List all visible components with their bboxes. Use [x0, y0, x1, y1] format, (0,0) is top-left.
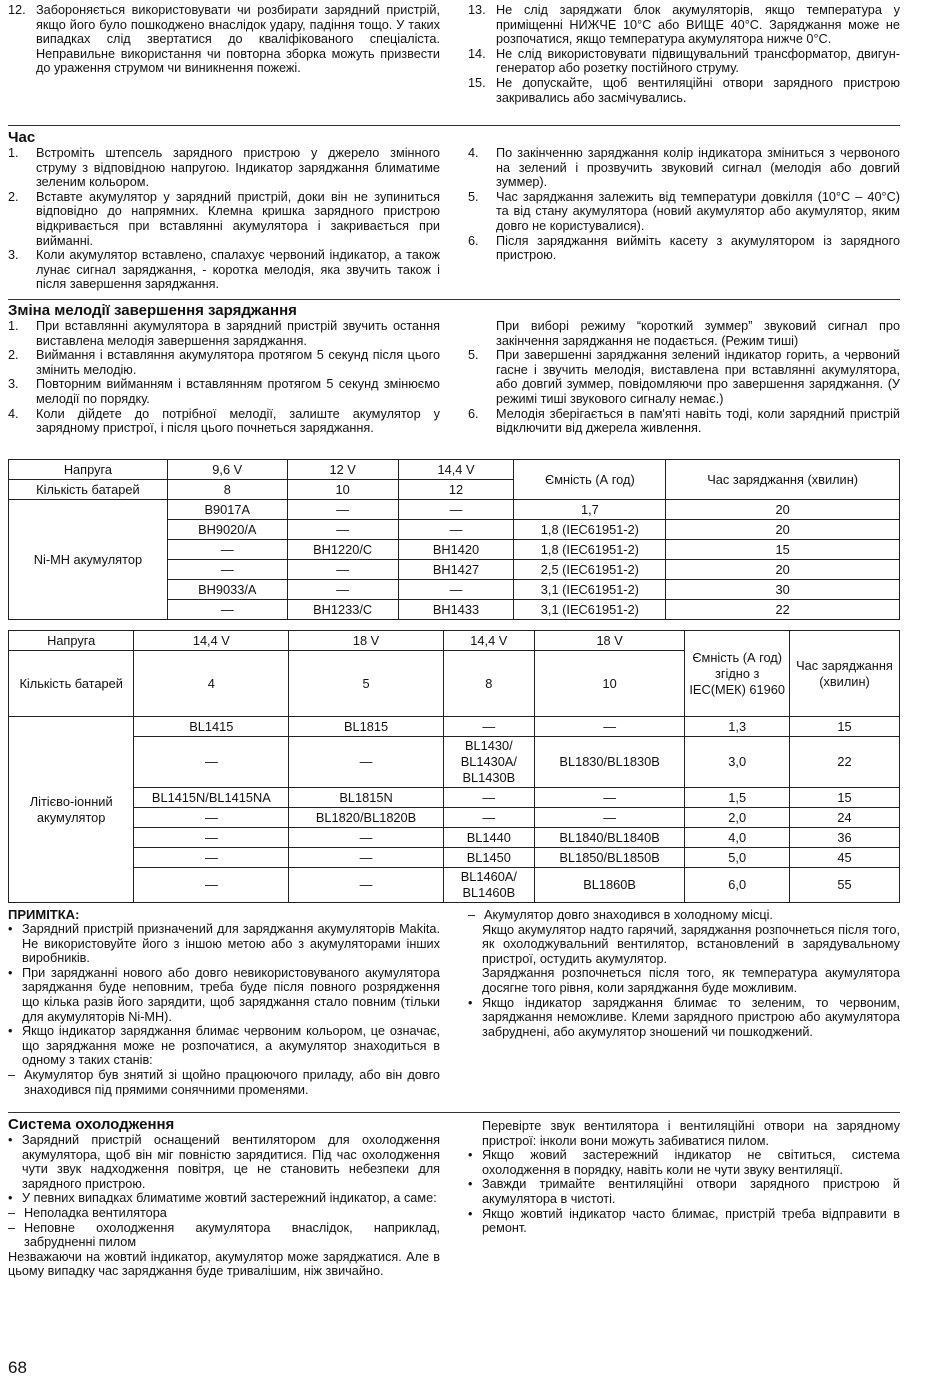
safety-items — [8, 3, 900, 125]
table-cell: — — [287, 580, 398, 600]
header-cell: 14,4 V — [134, 631, 289, 651]
item-number: 12. — [8, 3, 26, 17]
table-cell: — — [134, 737, 289, 788]
item-number: 1. — [8, 146, 19, 160]
list-item — [468, 234, 900, 263]
bullet-marker: • — [468, 1177, 473, 1192]
bullet-text: Якщо індикатор заряджання блимає то зеленим, то червоним, заряджання неможливе. Клеми зарядного пристрою або акумулятора забруднені, або акумулятор зношений чи пошкоджений. — [482, 995, 900, 1039]
cooling-section — [8, 1119, 900, 1279]
item-text: Повторним вийманням і вставлянням протягом 5 секунд змінюємо мелодії по порядку. — [36, 377, 440, 406]
table-cell: — — [134, 808, 289, 828]
list-item — [468, 146, 900, 190]
table-cell: 1,8 (IEC61951-2) — [514, 520, 666, 540]
bullet-item — [8, 1068, 440, 1097]
nimh-table — [8, 459, 900, 620]
item-number: 4. — [468, 146, 479, 160]
divider — [8, 1112, 900, 1113]
bullet-item — [468, 1177, 900, 1206]
table-cell: B9017A — [167, 500, 287, 520]
list-item — [468, 47, 900, 76]
table-row — [9, 868, 900, 903]
header-cell: 10 — [287, 480, 398, 500]
item-text: При вставлянні акумулятора в зарядний пристрій звучить остання виставлена мелодія завершення заряджання. — [36, 319, 440, 348]
header-cell: 14,4 V — [398, 460, 514, 480]
bullet-item — [468, 1207, 900, 1236]
table-cell: — — [289, 828, 443, 848]
safety-left-list — [8, 3, 440, 125]
dash-marker: – — [8, 1220, 16, 1235]
item-text: При виборі режиму “короткий зуммер” звуковий сигнал про закінчення заряджання не подається. (Режим тиші) — [496, 319, 900, 348]
table-header-row — [9, 460, 900, 480]
table-cell: BL1840/BL1840B — [534, 828, 685, 848]
table-row — [9, 808, 900, 828]
item-text: Встроміть штепсель зарядного пристрою у джерело змінного струму з відповідною напругою. Індикатор заряджання блиматиме зеленим кольором. — [36, 146, 440, 190]
item-number: 2. — [8, 348, 19, 363]
table-cell: 3,1 (IEC61951-2) — [514, 580, 666, 600]
table-cell: — — [534, 717, 685, 737]
bullet-text: Якщо акумулятор надто гарячий, заряджання розпочнеться після того, як охолоджувальний вентилятор, встановлений в зарядувальному пристрої, остудить акумулятор. — [482, 922, 900, 966]
group-cell: Ni-MH акумулятор — [9, 500, 168, 620]
header-cell: Напруга — [9, 460, 168, 480]
item-number: 3. — [8, 377, 19, 392]
table-cell: — — [167, 600, 287, 620]
table-cell: — — [289, 848, 443, 868]
bullet-item — [468, 966, 900, 995]
dash-marker: – — [8, 1205, 16, 1220]
item-text: Мелодія зберігається в пам'яті навіть тоді, коли зарядний пристрій відключити від джерела живлення. — [496, 406, 900, 436]
table-cell: 1,8 (IEC61951-2) — [514, 540, 666, 560]
bullet-text: Перевірте звук вентилятора і вентиляційні отвори на зарядному пристрої: інколи вони можуть забиватися пилом. — [482, 1119, 900, 1148]
table-cell: 22 — [666, 600, 900, 620]
melody-right-list — [468, 319, 900, 459]
table-cell: — — [287, 520, 398, 540]
header-cell: 8 — [443, 651, 534, 717]
bullet-text: Акумулятор був знятий зі щойно працюючого приладу, або він довго знаходився під прямими сонячними променями. — [24, 1067, 440, 1097]
table-cell: BH9020/A — [167, 520, 287, 540]
bullet-text: Якщо жовтий індикатор часто блимає, пристрій треба відправити в ремонт. — [482, 1206, 900, 1236]
safety-right-list — [468, 3, 900, 125]
group-cell: Літієво-іонний акумулятор — [9, 717, 134, 903]
melody-left-list — [8, 319, 440, 459]
table-header-row — [9, 631, 900, 651]
header-cell: 12 — [398, 480, 514, 500]
dash-marker: – — [468, 908, 476, 922]
header-cell: 14,4 V — [443, 631, 534, 651]
table-cell: BL1450 — [443, 848, 534, 868]
item-number: 13. — [468, 3, 486, 17]
list-item — [8, 190, 440, 248]
table-cell: BH1427 — [398, 560, 514, 580]
item-text: Не допускайте, щоб вентиляційні отвори зарядного пристрою закривались або засмічувались. — [496, 75, 900, 105]
table-cell: 3,1 (IEC61951-2) — [514, 600, 666, 620]
table-cell: 55 — [790, 868, 900, 903]
page-number: 68 — [8, 1358, 27, 1377]
list-item — [8, 377, 440, 406]
table-row — [9, 828, 900, 848]
table-cell: 22 — [790, 737, 900, 788]
table-cell: — — [534, 788, 685, 808]
item-number: 2. — [8, 189, 19, 204]
header-cell: 9,6 V — [167, 460, 287, 480]
bullet-marker: • — [468, 1206, 473, 1221]
note-left-list — [8, 922, 440, 1112]
bullet-item — [8, 1024, 440, 1068]
table-cell: — — [134, 848, 289, 868]
section-title-chas: Час — [8, 129, 36, 146]
list-item — [468, 190, 900, 234]
table-cell: 1,5 — [685, 788, 790, 808]
note-title: ПРИМІТКА: — [8, 907, 80, 922]
table-row — [9, 500, 900, 520]
table-cell: BH9033/A — [167, 580, 287, 600]
chas-section — [8, 146, 900, 299]
table-cell: BL1830/BL1830B — [534, 737, 685, 788]
table-cell: 15 — [790, 717, 900, 737]
header-cell: Кількість батарей — [9, 651, 134, 717]
table-cell: 5,0 — [685, 848, 790, 868]
bullet-text: Якщо індикатор заряджання блимає червоним кольором, це означає, що заряджання може не розпочатися, а акумулятор знаходиться в одному з таких станів: — [22, 1024, 440, 1068]
bullet-text: Акумулятор довго знаходився в холодному місці. — [484, 908, 773, 922]
table-cell: — — [287, 560, 398, 580]
bullet-item — [8, 1191, 440, 1206]
cooling-right-list — [468, 1119, 900, 1279]
table-cell: 36 — [790, 828, 900, 848]
bullet-marker: • — [8, 1191, 13, 1206]
item-number: 1. — [8, 319, 19, 333]
item-text: Коли дійдете до потрібної мелодії, залиште акумулятор у зарядному пристрої, і після цього почнеться заряджання. — [36, 406, 440, 436]
list-item — [468, 407, 900, 436]
table-cell: — — [398, 580, 514, 600]
table-cell: 1,3 — [685, 717, 790, 737]
bullet-item — [468, 1148, 900, 1177]
header-cell: 18 V — [534, 631, 685, 651]
bullet-item — [468, 908, 900, 923]
bullet-text: Якщо жовий застережний індикатор не світиться, система охолодження в порядку, навіть коли не чути звуку вентиляції. — [482, 1148, 900, 1177]
bullet-text: Заряджання розпочнеться після того, як температура акумулятора досягне того рівня, коли заряджання буде можливим. — [482, 966, 900, 995]
bullet-text: Неполадка вентилятора — [24, 1205, 167, 1220]
bullet-marker: • — [468, 995, 473, 1010]
bullet-item — [468, 923, 900, 967]
table-cell: 24 — [790, 808, 900, 828]
table-cell: 45 — [790, 848, 900, 868]
table-cell: 30 — [666, 580, 900, 600]
cooling-left-list — [8, 1133, 440, 1279]
table-cell: 15 — [666, 540, 900, 560]
header-cell: Час заряджання (хвилин) — [790, 631, 900, 717]
table-cell: — — [134, 868, 289, 903]
item-number: 5. — [468, 348, 479, 363]
section-title-cooling: Система охолодження — [8, 1116, 175, 1133]
table-row — [9, 788, 900, 808]
bullet-item — [8, 922, 440, 966]
liion-table — [8, 630, 900, 903]
table-cell: BL1850/BL1850B — [534, 848, 685, 868]
header-cell: 4 — [134, 651, 289, 717]
table-cell: — — [289, 868, 443, 903]
table-cell: — — [134, 828, 289, 848]
table-cell: 20 — [666, 500, 900, 520]
bullet-text: Незважаючи на жовтий індикатор, акумулятор може заряджатися. Але в цьому випадку час заряджання буде тривалішим, ніж звичайно. — [8, 1249, 440, 1279]
table-cell: 2,0 — [685, 808, 790, 828]
item-text: Після заряджання вийміть касету з акумулятором із зарядного пристрою. — [496, 233, 900, 263]
bullet-text: У певних випадках блиматиме жовтий застережний індикатор, а саме: — [22, 1191, 437, 1206]
item-number: 14. — [468, 46, 486, 61]
list-item — [8, 3, 440, 76]
table-cell: — — [443, 788, 534, 808]
table-row — [9, 848, 900, 868]
section-title-melody: Зміна мелодії завершення заряджання — [8, 302, 297, 319]
header-cell: 18 V — [289, 631, 443, 651]
list-item — [8, 407, 440, 436]
item-number: 6. — [468, 233, 479, 248]
table-cell: BL1415 — [134, 717, 289, 737]
bullet-item — [8, 966, 440, 1024]
bullet-marker: • — [8, 1024, 13, 1039]
table-cell: BL1430/ BL1430A/ BL1430B — [443, 737, 534, 788]
table-cell: BL1820/BL1820B — [289, 808, 443, 828]
table-cell: — — [443, 808, 534, 828]
table-cell: BH1220/C — [287, 540, 398, 560]
table-cell: 20 — [666, 520, 900, 540]
list-item — [468, 76, 900, 105]
bullet-text: Неповне охолодження акумулятора внаслідок, наприклад, забрудненні пилом — [24, 1220, 440, 1250]
bullet-item — [8, 1133, 440, 1191]
table-cell: 2,5 (IEC61951-2) — [514, 560, 666, 580]
item-text: При завершенні заряджання зелений індикатор горить, а червоний гасне і звучить мелодія, виставлена при вставлянні акумулятора, або довгий зуммер, повідомляючи про завершення заряджання. (У режимі тиші звукового сигналу немає.) — [496, 348, 900, 406]
table-row — [9, 737, 900, 788]
table-cell: 4,0 — [685, 828, 790, 848]
item-number: 15. — [468, 75, 486, 90]
header-cell: 10 — [534, 651, 685, 717]
table-cell: BL1460A/ BL1460B — [443, 868, 534, 903]
table-cell: BL1815N — [289, 788, 443, 808]
item-text: Коли акумулятор вставлено, спалахує червоний індикатор, а також лунає сигнал заряджання, - коротка мелодія, яка звучить також і після завершення заряджання. — [36, 248, 440, 292]
bullet-marker: • — [468, 1148, 473, 1163]
table-cell: BH1420 — [398, 540, 514, 560]
header-cell: Кількість батарей — [9, 480, 168, 500]
bullet-marker: • — [8, 1133, 13, 1147]
table-cell: BH1433 — [398, 600, 514, 620]
table-cell: BL1440 — [443, 828, 534, 848]
bullet-text: Зарядний пристрій призначений для заряджання акумуляторів Makita. Не використовуйте його з іншою метою або з акумуляторами інших виробників. — [22, 922, 440, 966]
item-text: Забороняється використовувати чи розбирати зарядний пристрій, якщо його було пошкоджено внаслідок удару, падіння тощо. У таких випадках слід звертатися до кваліфікованого спеціаліста. Неправильне використання чи повторна зборка можуть призвести до ураження струмом чи виникнення пожежі. — [36, 3, 440, 76]
table-cell: — — [289, 737, 443, 788]
header-cell: Час заряджання (хвилин) — [666, 460, 900, 500]
bullet-item — [468, 996, 900, 1040]
item-text: Виймання і вставляння акумулятора протягом 5 секунд після цього змінить мелодію. — [36, 348, 440, 377]
list-item — [468, 348, 900, 406]
header-cell: 12 V — [287, 460, 398, 480]
bullet-marker: • — [8, 922, 13, 936]
table-cell: — — [398, 520, 514, 540]
list-item — [8, 248, 440, 292]
table-row — [9, 717, 900, 737]
bullet-item — [8, 1206, 440, 1221]
list-item — [8, 319, 440, 348]
divider — [8, 125, 900, 126]
table-cell: 20 — [666, 560, 900, 580]
dash-marker: – — [8, 1067, 16, 1082]
table-cell: — — [443, 717, 534, 737]
header-cell: Ємність (А год) — [514, 460, 666, 500]
bullet-item — [8, 1250, 440, 1279]
bullet-item — [468, 1119, 900, 1148]
header-cell: 8 — [167, 480, 287, 500]
table-cell: — — [287, 500, 398, 520]
table-cell: — — [167, 560, 287, 580]
item-text: По закінченню заряджання колір індикатора зміниться з червоного на зелений і прозвучить звуковий сигнал (мелодія або довгий зуммер). — [496, 146, 900, 190]
table-cell: — — [398, 500, 514, 520]
item-number: 5. — [468, 189, 479, 204]
table-cell: 15 — [790, 788, 900, 808]
melody-section — [8, 319, 900, 459]
item-text: Час заряджання залежить від температури довкілля (10°C – 40°C) та від стану акумулятора (новий акумулятор або акумулятор, яким довго не користувалися). — [496, 189, 900, 233]
bullet-text: Завжди тримайте вентиляційні отвори зарядного пристрою й акумулятора в чистоті. — [482, 1177, 900, 1206]
table-cell: 1,7 — [514, 500, 666, 520]
table-cell: 6,0 — [685, 868, 790, 903]
table-cell: BH1233/C — [287, 600, 398, 620]
item-number: 6. — [468, 406, 479, 421]
bullet-text: Зарядний пристрій оснащений вентилятором для охолодження акумулятора, щоб він міг повністю зарядитися. Під час охолодження чути звук надходження повітря, це не становить небезпеки для зарядного пристрою. — [22, 1133, 440, 1191]
list-item — [8, 146, 440, 190]
table-cell: — — [534, 808, 685, 828]
table-cell: BL1815 — [289, 717, 443, 737]
table-cell: BL1860B — [534, 868, 685, 903]
chas-left-list — [8, 146, 440, 299]
item-text: Не слід використовувати підвищувальний трансформатор, двигун-генератор або розетку постійного струму. — [496, 46, 900, 76]
header-cell: Ємність (А год) згідно з IEC(МЕК) 61960 — [685, 631, 790, 717]
manual-page — [8, 3, 900, 1279]
list-item — [468, 3, 900, 47]
header-cell: 5 — [289, 651, 443, 717]
item-number: 4. — [8, 406, 19, 421]
item-text: Вставте акумулятор у зарядний пристрій, доки він не зупиниться відповідно до напрямних. Клемна кришка зарядного пристрою відкривається при вставлянні акумулятора і закривається при вийманні. — [36, 189, 440, 248]
divider — [8, 299, 900, 300]
list-item — [468, 319, 900, 348]
bullet-item — [8, 1221, 440, 1250]
table-cell: 3,0 — [685, 737, 790, 788]
table-cell: BL1415N/BL1415NA — [134, 788, 289, 808]
bullet-marker: • — [8, 965, 13, 980]
list-item — [8, 348, 440, 377]
item-text: Не слід заряджати блок акумуляторів, якщо температура у приміщенні НИЖЧЕ 10°C або ВИЩЕ 40°C. Заряджання може не розпочатися, якщо температура акумулятора нижче 0°C. — [496, 3, 900, 47]
item-number: 3. — [8, 248, 19, 263]
bullet-text: При заряджанні нового або довго невикористовуваного акумулятора заряджання буде неповним, треба буде після повного розрядження що кілька разів його зарядити, щоб заряджання стало повним (тільки для акумуляторів Ni-MH). — [22, 965, 440, 1024]
table-cell: — — [167, 540, 287, 560]
chas-right-list — [468, 146, 900, 299]
note-right-list — [468, 908, 900, 1112]
header-cell: Напруга — [9, 631, 134, 651]
